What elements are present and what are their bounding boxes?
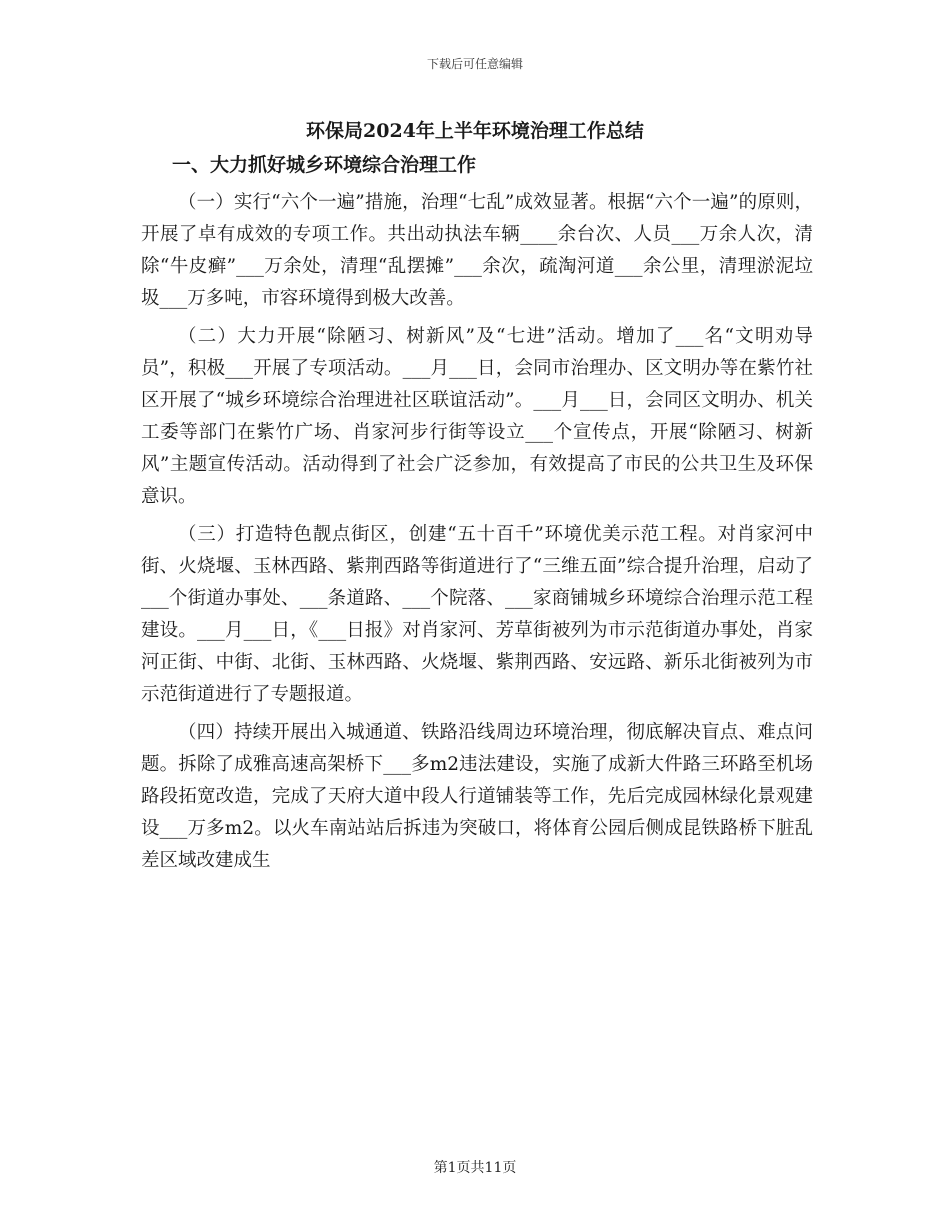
paragraph-4: （四）持续开展出入城通道、铁路沿线周边环境治理，彻底解决盲点、难点问题。拆除了成雅高速高架桥下___多m2违法建设，实施了成新大件路三环路至机场路段拓宽改造，完成了天府大道中段人行道铺装等工作，先后完成园林绿化景观建设___万多m2。以火车南站站后拆违为突破口，将体育公园后侧成昆铁路桥下脏乱差区域改建成生 — [141, 722, 813, 871]
paragraph-3: （三）打造特色靓点街区，创建“五十百千”环境优美示范工程。对肖家河中街、火烧堰、玉林西路、紫荆西路等街道进行了“三维五面”综合提升治理，启动了___个街道办事处、___条道路、___个院落、___家商铺城乡环境综合治理示范工程建设。___月___日，《___日报》对肖家河、芳草街被列为市示范街道办事处，肖家河正街、中街、北街、玉林西路、火烧堰、紫荆西路、安远路、新乐北街被列为市示范街道进行了专题报道。 — [141, 524, 813, 705]
header-note: 下载后可任意编辑 — [426, 57, 523, 71]
paragraph-1: （一）实行“六个一遍”措施，治理“七乱”成效显著。根据“六个一遍”的原则，开展了卓有成效的专项工作。共出动执法车辆____余台次、人员___万余人次，清除“牛皮癣”___万余处，清理“乱摆摊”___余次，疏淘河道___余公里，清理淤泥垃圾___万多吨，市容环境得到极大改善。 — [141, 192, 813, 309]
section-heading: 一、大力抓好城乡环境综合治理工作 — [172, 154, 477, 176]
paragraph-2: （二）大力开展“除陋习、树新风”及“七进”活动。增加了___名“文明劝导员”，积极___开展了专项活动。___月___日，会同市治理办、区文明办等在紫竹社区开展了“城乡环境综合治理进社区联谊活动”。___月___日，会同区文明办、机关工委等部门在紫竹广场、肖家河步行街等设立___个宣传点，开展“除陋习、树新风”主题宣传活动。活动得到了社会广泛参加，有效提高了市民的公共卫生及环保意识。 — [141, 326, 813, 507]
document-title: 环保局2024年上半年环境治理工作总结 — [306, 120, 644, 142]
document-body — [141, 187, 813, 883]
page-footer: 第1页共11页 — [433, 1160, 517, 1176]
